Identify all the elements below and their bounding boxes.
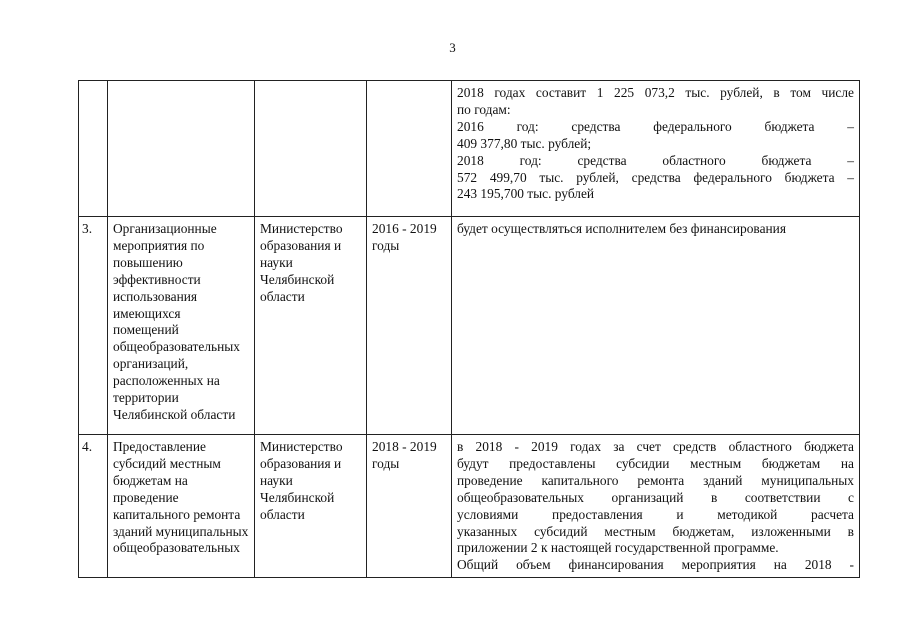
description-line: по годам: <box>457 101 511 117</box>
description-cell <box>452 435 860 578</box>
table-row <box>79 217 860 435</box>
page-number: 3 <box>449 40 456 55</box>
table-row <box>79 81 860 217</box>
description-line: 243 195,700 тыс. рублей <box>457 186 595 202</box>
period-cell: 2018 - 2019 годы <box>367 435 452 578</box>
event-cell: Предоставление субсидий местным бюджетам на проведение капитального ремонта зданий муниципальных общеобразовательных <box>108 435 255 578</box>
description-line: будут предоставлены субсидии местным бюджетам на <box>457 455 854 471</box>
description-line: Общий объем финансирования мероприятия на 2018 - <box>457 557 854 573</box>
description-line: 2018 год: средства областного бюджета – <box>457 152 854 168</box>
program-events-table <box>78 80 860 578</box>
period-cell: 2016 - 2019 годы <box>367 217 452 435</box>
table-row <box>79 435 860 578</box>
description-line: 2016 год: средства федерального бюджета – <box>457 118 854 134</box>
description-line: условиями предоставления и методикой расчета <box>457 506 854 522</box>
row-number-cell <box>79 81 108 217</box>
description-line: общеобразовательных организаций в соответствии с <box>457 489 854 505</box>
period-cell <box>367 81 452 217</box>
description-cell <box>452 217 860 435</box>
description-line: в 2018 - 2019 годах за счет средств областного бюджета <box>457 439 854 454</box>
description-line: 572 499,70 тыс. рублей, средства федерального бюджета – <box>457 169 854 185</box>
description-line: проведение капитального ремонта зданий муниципальных <box>457 472 854 488</box>
description-line: будет осуществляться исполнителем без финансирования <box>457 221 787 236</box>
executor-cell: Министерство образования и науки Челябинской области <box>255 435 367 578</box>
event-cell: Организационные мероприятия по повышению эффективности использования имеющихся помещений общеобразовательных организаций, расположенных на территории Челябинской области <box>108 217 255 435</box>
event-cell <box>108 81 255 217</box>
row-number-cell: 4. <box>79 435 108 578</box>
executor-cell: Министерство образования и науки Челябинской области <box>255 217 367 435</box>
description-line: 2018 годах составит 1 225 073,2 тыс. рублей, в том числе <box>457 85 854 100</box>
row-number-cell: 3. <box>79 217 108 435</box>
executor-cell <box>255 81 367 217</box>
description-line: 409 377,80 тыс. рублей; <box>457 135 592 151</box>
description-line: указанных субсидий местным бюджетам, изложенными в <box>457 523 854 539</box>
description-cell <box>452 81 860 217</box>
description-line: приложении 2 к настоящей государственной программе. <box>457 540 779 556</box>
